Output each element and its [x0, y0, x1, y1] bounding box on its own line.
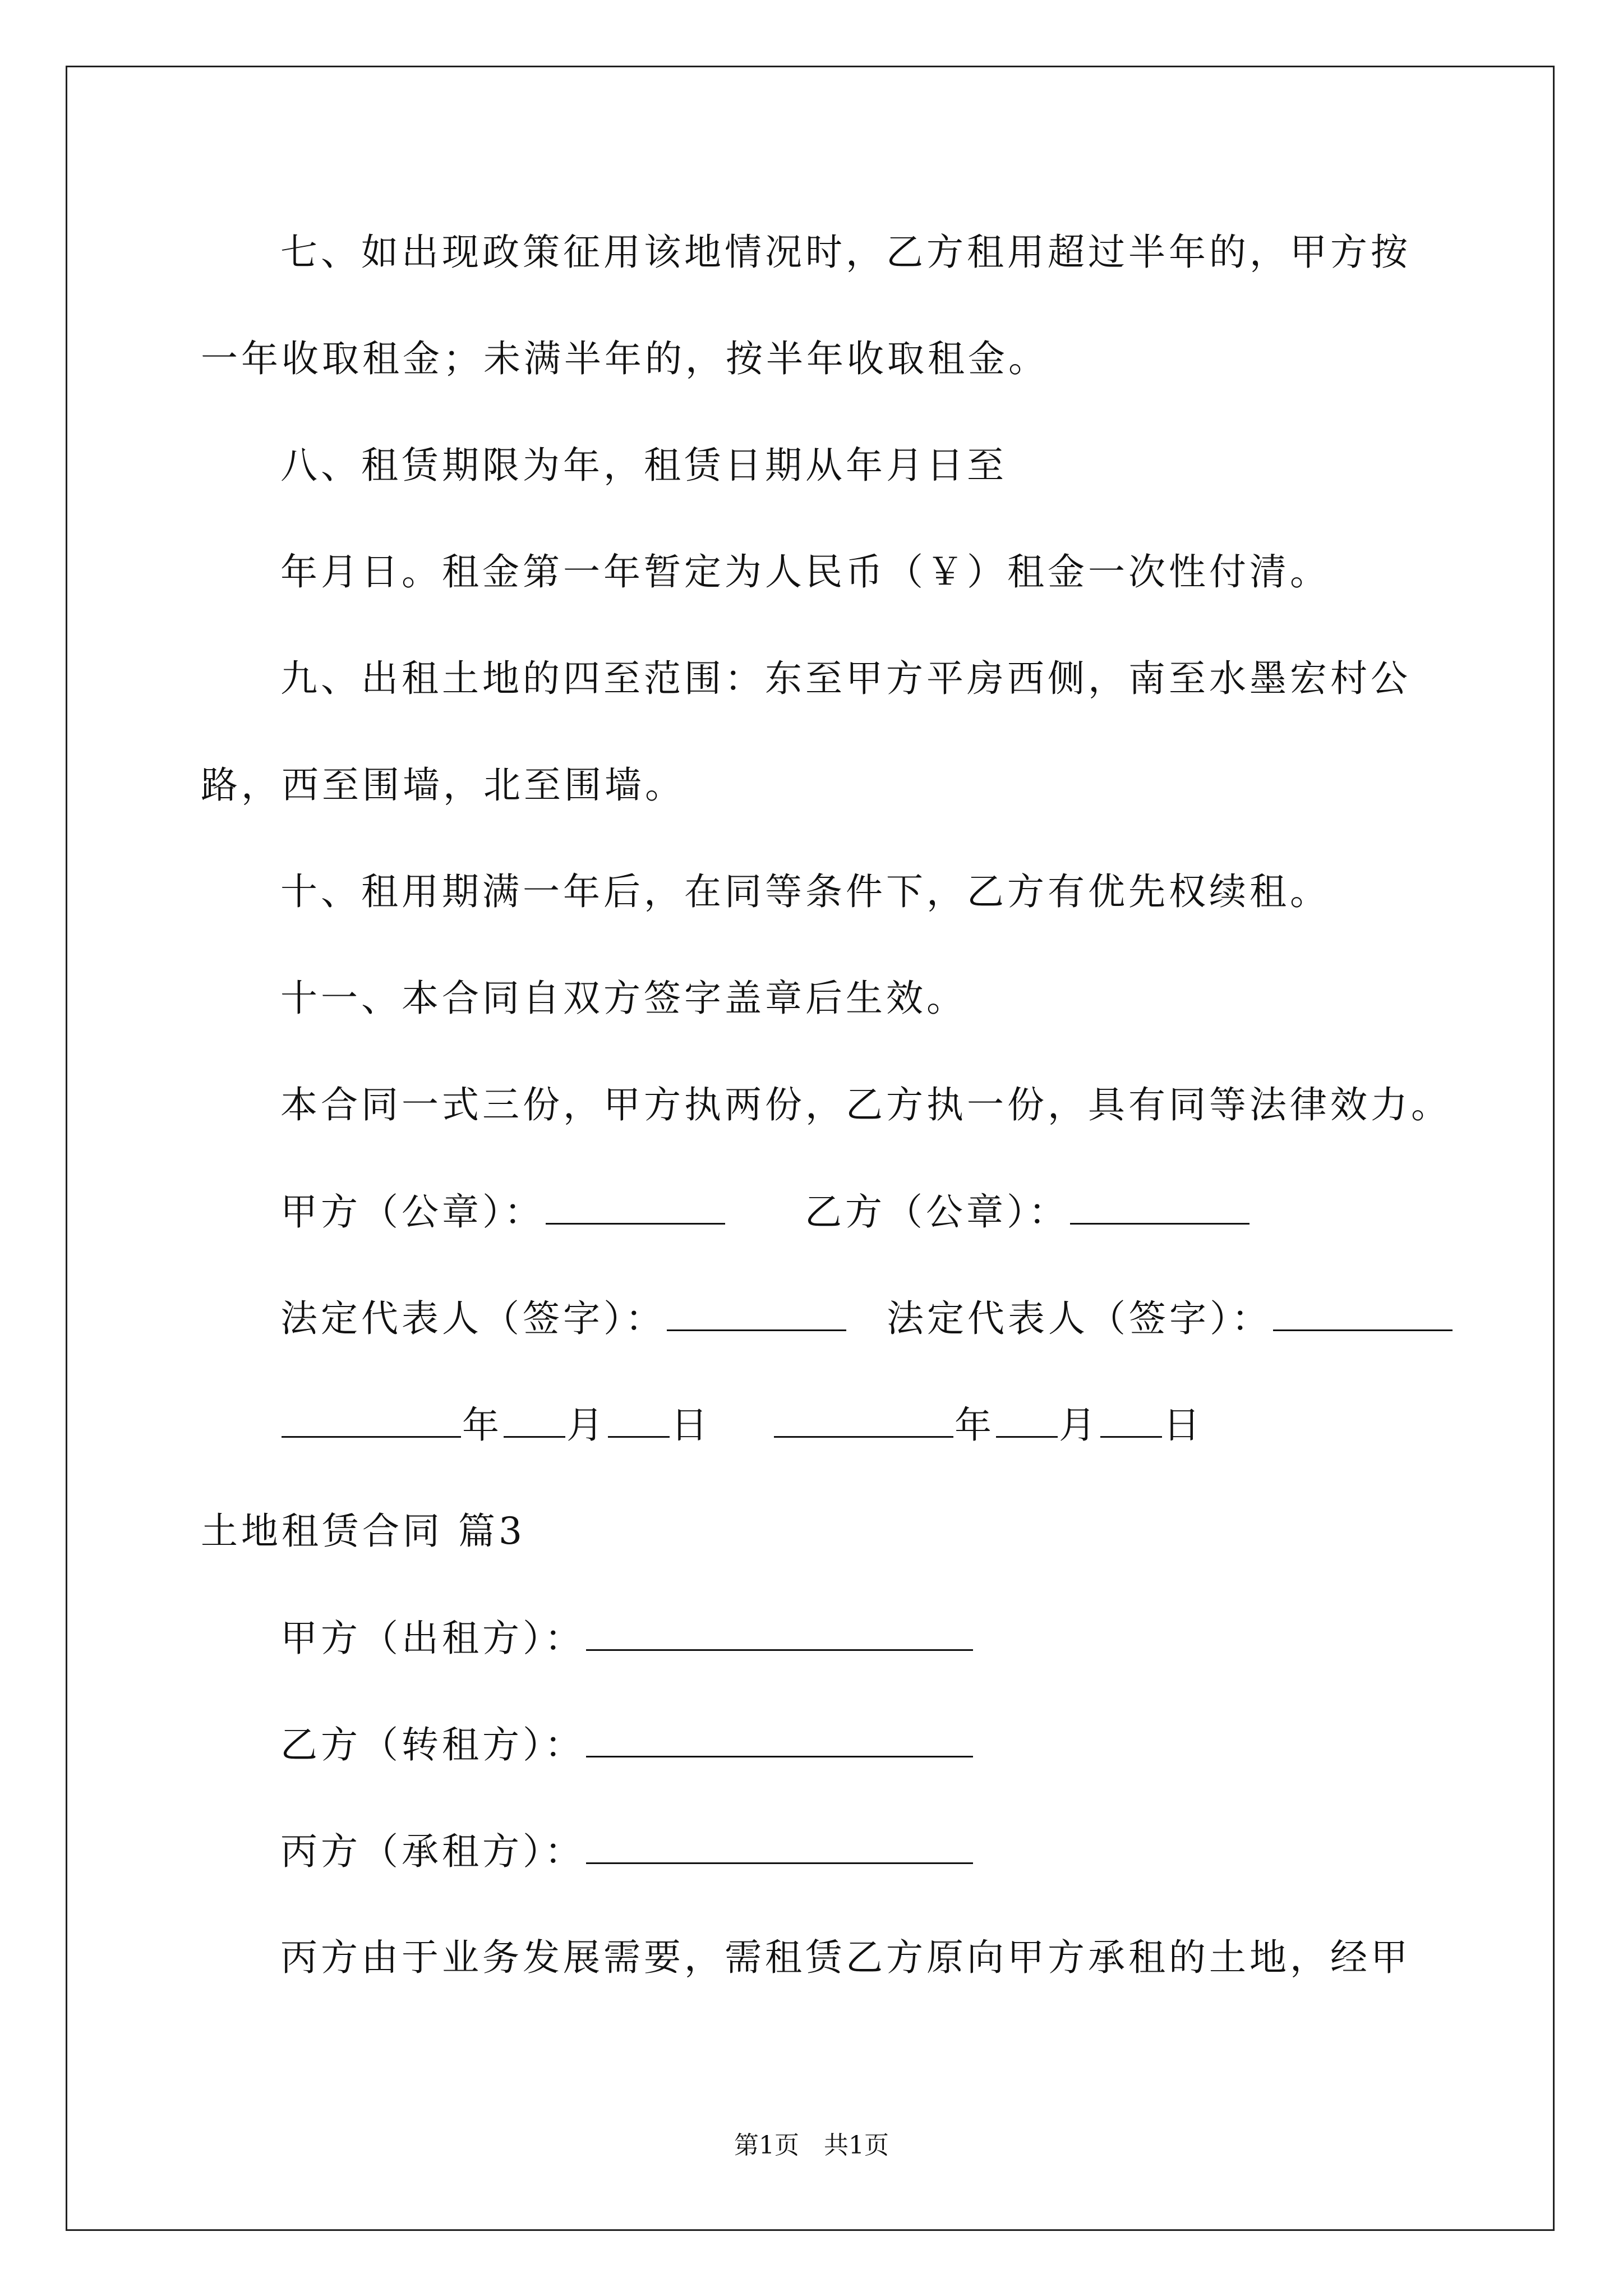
paragraph-11: 十一、本合同自双方签字盖章后生效。 [280, 977, 967, 1020]
lessor-row [280, 1616, 974, 1661]
lessor-label: 甲方（出租方）： [280, 1617, 585, 1660]
lessee-row [280, 1829, 974, 1874]
paragraph-7-cont: 一年收取租金；未满半年的，按半年收取租金。 [201, 337, 1049, 380]
rep-sign-a-label: 法定代表人（签字）： [280, 1297, 666, 1340]
sublessor-label: 乙方（转租方）： [280, 1723, 585, 1766]
seal-row [280, 1189, 1251, 1235]
paragraph-7: 七、如出现政策征用该地情况时，乙方租用超过半年的，甲方按 [280, 231, 1411, 274]
date-b-day-label: 日 [1163, 1404, 1204, 1447]
paragraph-8-cont: 年月日。租金第一年暂定为人民币（￥）租金一次性付清。 [280, 550, 1330, 593]
rep-sign-b-field[interactable] [1273, 1296, 1453, 1331]
page-border [66, 66, 1555, 2231]
section-title: 土地租赁合同 篇3 [201, 1510, 525, 1553]
paragraph-8: 八、租赁期限为年，租赁日期从年月日至 [280, 444, 1007, 487]
date-row [280, 1402, 1204, 1448]
party-b-seal-field[interactable] [1070, 1189, 1249, 1225]
date-a-day-field[interactable] [608, 1402, 670, 1438]
date-a-day-label: 日 [671, 1404, 711, 1447]
paragraph-9: 九、出租土地的四至范围：东至甲方平房西侧，南至水墨宏村公 [280, 657, 1411, 700]
date-a-year-label: 年 [462, 1404, 502, 1447]
rep-sign-b-label: 法定代表人（签字）： [887, 1297, 1272, 1340]
date-a-month-field[interactable] [504, 1402, 565, 1438]
lessor-field[interactable] [586, 1616, 973, 1651]
closing-paragraph: 丙方由于业务发展需要，需租赁乙方原向甲方承租的土地，经甲 [280, 1936, 1411, 1979]
sublessor-field[interactable] [586, 1722, 973, 1757]
date-b-month-field[interactable] [996, 1402, 1058, 1438]
date-b-month-label: 月 [1059, 1404, 1099, 1447]
lessee-field[interactable] [586, 1829, 973, 1864]
page-footer: 第1页 共1页 [734, 2131, 889, 2160]
date-a-year-field[interactable] [282, 1402, 461, 1438]
date-b-day-field[interactable] [1100, 1402, 1162, 1438]
paragraph-10: 十、租用期满一年后，在同等条件下，乙方有优先权续租。 [280, 870, 1330, 913]
sublessor-row [280, 1722, 974, 1768]
date-b-year-label: 年 [955, 1404, 995, 1447]
rep-sign-a-field[interactable] [667, 1296, 846, 1331]
date-a-month-label: 月 [566, 1404, 607, 1447]
party-a-seal-label: 甲方（公章）： [280, 1190, 545, 1234]
copies-clause: 本合同一式三份，甲方执两份，乙方执一份，具有同等法律效力。 [280, 1083, 1451, 1126]
party-a-seal-field[interactable] [546, 1189, 725, 1225]
rep-sign-row [280, 1296, 1454, 1341]
lessee-label: 丙方（承租方）： [280, 1830, 585, 1873]
date-b-year-field[interactable] [774, 1402, 953, 1438]
paragraph-9-cont: 路，西至围墙，北至围墙。 [201, 763, 685, 807]
party-b-seal-label: 乙方（公章）： [805, 1190, 1069, 1234]
